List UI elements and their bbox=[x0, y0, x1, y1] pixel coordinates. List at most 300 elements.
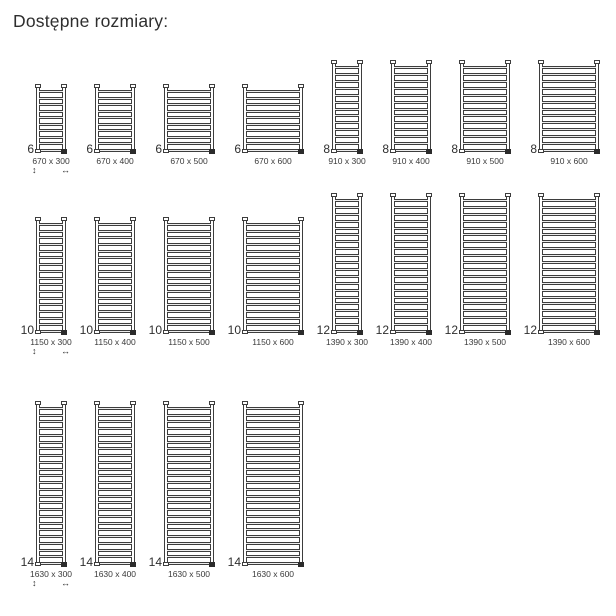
rung bbox=[463, 302, 507, 305]
rung bbox=[542, 73, 596, 76]
top-left-cap bbox=[163, 401, 169, 405]
rung bbox=[39, 263, 63, 266]
rung bbox=[39, 230, 63, 233]
rung bbox=[39, 535, 63, 538]
bottom-right-foot bbox=[130, 562, 136, 567]
rung bbox=[167, 297, 211, 300]
rung bbox=[167, 236, 211, 239]
bottom-left-cap bbox=[242, 149, 248, 153]
bottom-right-foot bbox=[505, 149, 511, 154]
top-left-cap bbox=[390, 193, 396, 197]
rung bbox=[246, 236, 300, 239]
tube-count-label: 8 bbox=[382, 142, 389, 156]
rung bbox=[39, 522, 63, 525]
top-left-cap bbox=[459, 193, 465, 197]
rung bbox=[246, 447, 300, 450]
rung bbox=[98, 454, 132, 457]
rung bbox=[98, 136, 132, 139]
rung bbox=[463, 316, 507, 319]
top-left-cap bbox=[94, 84, 100, 88]
rung bbox=[542, 261, 596, 264]
rung bbox=[246, 250, 300, 253]
rung bbox=[246, 277, 300, 280]
rung bbox=[98, 283, 132, 286]
rung bbox=[542, 108, 596, 111]
rung bbox=[39, 97, 63, 100]
rung bbox=[167, 508, 211, 511]
tube-count-label: 6 bbox=[155, 142, 162, 156]
rung bbox=[542, 233, 596, 236]
rung bbox=[167, 230, 211, 233]
rung bbox=[39, 562, 63, 565]
rung bbox=[335, 254, 359, 257]
rung bbox=[98, 142, 132, 145]
rung bbox=[335, 128, 359, 131]
rung bbox=[167, 263, 211, 266]
rung bbox=[98, 441, 132, 444]
size-label: 910 x 300 bbox=[328, 156, 366, 166]
rung bbox=[39, 501, 63, 504]
rung bbox=[98, 310, 132, 313]
rung bbox=[246, 317, 300, 320]
rung bbox=[39, 317, 63, 320]
rung bbox=[246, 501, 300, 504]
rung bbox=[167, 555, 211, 558]
rung bbox=[542, 101, 596, 104]
rung bbox=[394, 108, 428, 111]
rung bbox=[167, 454, 211, 457]
rung bbox=[39, 427, 63, 430]
rung bbox=[394, 94, 428, 97]
rung bbox=[39, 123, 63, 126]
rung bbox=[335, 101, 359, 104]
top-left-cap bbox=[242, 84, 248, 88]
rung bbox=[167, 277, 211, 280]
rung bbox=[463, 220, 507, 223]
top-right-cap bbox=[130, 217, 136, 221]
rung bbox=[39, 555, 63, 558]
rung bbox=[335, 199, 359, 202]
tube-count-label: 12 bbox=[444, 323, 458, 337]
top-right-cap bbox=[594, 193, 600, 197]
rung bbox=[394, 101, 428, 104]
rung bbox=[39, 283, 63, 286]
rung bbox=[167, 535, 211, 538]
rung bbox=[394, 149, 428, 152]
top-right-cap bbox=[505, 60, 511, 64]
rung bbox=[394, 142, 428, 145]
top-right-cap bbox=[298, 84, 304, 88]
rung bbox=[335, 233, 359, 236]
size-label: 1630 x 400 bbox=[93, 569, 137, 579]
rung bbox=[39, 270, 63, 273]
rung bbox=[463, 206, 507, 209]
size-label: 1630 x 500 bbox=[167, 569, 211, 579]
rung bbox=[39, 323, 63, 326]
top-right-cap bbox=[209, 84, 215, 88]
rung bbox=[98, 317, 132, 320]
top-left-cap bbox=[35, 84, 41, 88]
rung bbox=[335, 289, 359, 292]
rung bbox=[39, 468, 63, 471]
bottom-left-cap bbox=[163, 562, 169, 566]
rung bbox=[246, 110, 300, 113]
rung bbox=[167, 434, 211, 437]
rung bbox=[542, 142, 596, 145]
rung bbox=[98, 407, 132, 410]
rung bbox=[98, 501, 132, 504]
rung bbox=[394, 233, 428, 236]
rung bbox=[335, 309, 359, 312]
rung bbox=[98, 129, 132, 132]
rung bbox=[39, 420, 63, 423]
rung bbox=[39, 103, 63, 106]
rung bbox=[98, 223, 132, 226]
rung bbox=[394, 206, 428, 209]
rung bbox=[394, 254, 428, 257]
bottom-left-cap bbox=[390, 330, 396, 334]
rung bbox=[39, 310, 63, 313]
size-label: 1390 x 300 bbox=[325, 337, 369, 347]
rung bbox=[167, 501, 211, 504]
radiator-1150x300 bbox=[20, 218, 72, 356]
rung bbox=[39, 303, 63, 306]
rung bbox=[463, 247, 507, 250]
radiator-1630x500 bbox=[148, 402, 214, 579]
rung bbox=[335, 268, 359, 271]
rung bbox=[39, 454, 63, 457]
size-label: 1390 x 600 bbox=[547, 337, 591, 347]
rung bbox=[335, 316, 359, 319]
rung bbox=[39, 256, 63, 259]
rung bbox=[335, 275, 359, 278]
bottom-left-cap bbox=[94, 149, 100, 153]
height-arrow-icon: ↕ bbox=[32, 346, 37, 356]
rung bbox=[246, 223, 300, 226]
rung bbox=[246, 522, 300, 525]
rung bbox=[246, 243, 300, 246]
bottom-right-foot bbox=[298, 562, 304, 567]
rung bbox=[463, 268, 507, 271]
rung bbox=[98, 263, 132, 266]
rung bbox=[335, 121, 359, 124]
rung bbox=[246, 528, 300, 531]
radiator-670x400 bbox=[86, 85, 135, 166]
rung bbox=[98, 303, 132, 306]
bottom-right-foot bbox=[61, 562, 67, 567]
rung bbox=[167, 223, 211, 226]
rung bbox=[98, 297, 132, 300]
bottom-right-foot bbox=[209, 562, 215, 567]
bottom-left-cap bbox=[163, 149, 169, 153]
bottom-right-foot bbox=[209, 330, 215, 335]
rung bbox=[39, 434, 63, 437]
rung bbox=[98, 522, 132, 525]
rung bbox=[542, 149, 596, 152]
height-arrow-icon: ↕ bbox=[32, 578, 37, 588]
rung bbox=[167, 110, 211, 113]
top-right-cap bbox=[357, 193, 363, 197]
rung bbox=[167, 441, 211, 444]
rung bbox=[39, 290, 63, 293]
tube-count-label: 12 bbox=[316, 323, 330, 337]
top-right-cap bbox=[130, 84, 136, 88]
rung bbox=[463, 296, 507, 299]
rung bbox=[39, 223, 63, 226]
size-label: 670 x 300 bbox=[32, 156, 70, 166]
rung bbox=[246, 256, 300, 259]
rung bbox=[98, 97, 132, 100]
tube-count-label: 14 bbox=[148, 555, 162, 569]
top-left-cap bbox=[163, 84, 169, 88]
rung bbox=[335, 247, 359, 250]
top-left-cap bbox=[163, 217, 169, 221]
rung bbox=[246, 542, 300, 545]
rung bbox=[394, 240, 428, 243]
rung bbox=[463, 87, 507, 90]
rung bbox=[98, 243, 132, 246]
rung bbox=[167, 528, 211, 531]
rung bbox=[98, 323, 132, 326]
rung bbox=[39, 277, 63, 280]
rung bbox=[39, 488, 63, 491]
bottom-left-cap bbox=[35, 562, 41, 566]
tube-count-label: 14 bbox=[227, 555, 241, 569]
rung bbox=[39, 243, 63, 246]
rung bbox=[335, 114, 359, 117]
rung bbox=[167, 243, 211, 246]
rung bbox=[167, 522, 211, 525]
rung bbox=[394, 296, 428, 299]
tube-count-label: 14 bbox=[20, 555, 34, 569]
size-label: 1630 x 300 bbox=[29, 569, 73, 579]
rung bbox=[167, 270, 211, 273]
rung bbox=[542, 275, 596, 278]
rung bbox=[98, 90, 132, 93]
rung bbox=[542, 114, 596, 117]
radiator-670x600 bbox=[234, 85, 303, 166]
top-right-cap bbox=[209, 217, 215, 221]
rung bbox=[394, 323, 428, 326]
size-label: 670 x 600 bbox=[254, 156, 292, 166]
top-left-cap bbox=[538, 193, 544, 197]
top-right-cap bbox=[357, 60, 363, 64]
rung bbox=[98, 461, 132, 464]
rung bbox=[542, 227, 596, 230]
rung bbox=[167, 323, 211, 326]
rung bbox=[463, 80, 507, 83]
rung bbox=[167, 420, 211, 423]
rung bbox=[463, 330, 507, 333]
rung bbox=[463, 142, 507, 145]
top-left-cap bbox=[331, 193, 337, 197]
size-label: 1390 x 400 bbox=[389, 337, 433, 347]
rung bbox=[463, 108, 507, 111]
tube-count-label: 8 bbox=[323, 142, 330, 156]
rung bbox=[167, 481, 211, 484]
rung bbox=[394, 199, 428, 202]
rung bbox=[246, 420, 300, 423]
rung bbox=[335, 261, 359, 264]
top-left-cap bbox=[94, 217, 100, 221]
rung bbox=[246, 230, 300, 233]
radiator-910x400 bbox=[382, 61, 431, 166]
top-left-cap bbox=[242, 401, 248, 405]
rung bbox=[39, 129, 63, 132]
rung bbox=[335, 220, 359, 223]
bottom-left-cap bbox=[331, 330, 337, 334]
radiator-910x600 bbox=[530, 61, 599, 166]
rung bbox=[463, 275, 507, 278]
rung bbox=[98, 330, 132, 333]
rung bbox=[335, 149, 359, 152]
rung bbox=[246, 488, 300, 491]
bottom-left-cap bbox=[538, 330, 544, 334]
rung bbox=[335, 296, 359, 299]
bottom-right-foot bbox=[61, 330, 67, 335]
top-right-cap bbox=[298, 217, 304, 221]
rung bbox=[335, 213, 359, 216]
rung bbox=[463, 114, 507, 117]
rung bbox=[98, 110, 132, 113]
rung bbox=[463, 233, 507, 236]
rung bbox=[246, 303, 300, 306]
size-label: 1150 x 400 bbox=[94, 337, 136, 347]
rung bbox=[542, 220, 596, 223]
rung bbox=[335, 330, 359, 333]
rung bbox=[246, 123, 300, 126]
bottom-left-cap bbox=[163, 330, 169, 334]
rung bbox=[463, 289, 507, 292]
rung bbox=[463, 323, 507, 326]
rung bbox=[246, 454, 300, 457]
rung bbox=[246, 323, 300, 326]
top-left-cap bbox=[35, 217, 41, 221]
rung bbox=[246, 441, 300, 444]
rung bbox=[542, 302, 596, 305]
rung bbox=[542, 247, 596, 250]
bottom-left-cap bbox=[331, 149, 337, 153]
rung bbox=[167, 468, 211, 471]
rung bbox=[98, 468, 132, 471]
rung bbox=[246, 310, 300, 313]
rung bbox=[542, 289, 596, 292]
bottom-left-cap bbox=[538, 149, 544, 153]
rung bbox=[463, 213, 507, 216]
rung bbox=[98, 149, 132, 152]
rung bbox=[167, 330, 211, 333]
rung bbox=[246, 474, 300, 477]
rung bbox=[246, 142, 300, 145]
rung bbox=[542, 282, 596, 285]
rung bbox=[167, 427, 211, 430]
rung bbox=[463, 261, 507, 264]
bottom-left-cap bbox=[242, 562, 248, 566]
rung bbox=[39, 142, 63, 145]
rung bbox=[246, 508, 300, 511]
size-label: 1390 x 500 bbox=[463, 337, 507, 347]
bottom-right-foot bbox=[594, 330, 600, 335]
top-right-cap bbox=[426, 60, 432, 64]
tube-count-label: 8 bbox=[530, 142, 537, 156]
rung bbox=[394, 268, 428, 271]
rung bbox=[542, 206, 596, 209]
rung bbox=[39, 407, 63, 410]
rung bbox=[394, 302, 428, 305]
rung bbox=[463, 73, 507, 76]
rung bbox=[98, 481, 132, 484]
rung bbox=[463, 101, 507, 104]
radiator-1390x400 bbox=[375, 194, 433, 347]
rung bbox=[335, 240, 359, 243]
rung bbox=[463, 254, 507, 257]
bottom-left-cap bbox=[94, 330, 100, 334]
rung bbox=[39, 508, 63, 511]
rung bbox=[39, 330, 63, 333]
rung bbox=[246, 283, 300, 286]
size-label: 910 x 500 bbox=[466, 156, 504, 166]
rung bbox=[167, 142, 211, 145]
rung bbox=[394, 316, 428, 319]
rung bbox=[98, 474, 132, 477]
bottom-left-cap bbox=[94, 562, 100, 566]
rung bbox=[246, 549, 300, 552]
top-left-cap bbox=[331, 60, 337, 64]
rung bbox=[39, 515, 63, 518]
rung bbox=[98, 116, 132, 119]
rung bbox=[98, 256, 132, 259]
tube-count-label: 14 bbox=[79, 555, 93, 569]
rung bbox=[463, 282, 507, 285]
bottom-right-foot bbox=[61, 149, 67, 154]
rung bbox=[98, 414, 132, 417]
size-label: 1630 x 600 bbox=[251, 569, 295, 579]
rung bbox=[542, 66, 596, 69]
dimension-arrows bbox=[32, 347, 70, 356]
top-right-cap bbox=[505, 193, 511, 197]
rung bbox=[542, 213, 596, 216]
rung bbox=[167, 407, 211, 410]
rung bbox=[394, 114, 428, 117]
tube-count-label: 6 bbox=[86, 142, 93, 156]
rung bbox=[246, 149, 300, 152]
rung bbox=[39, 236, 63, 239]
rung bbox=[246, 562, 300, 565]
rung bbox=[98, 535, 132, 538]
bottom-right-foot bbox=[130, 330, 136, 335]
rung bbox=[335, 66, 359, 69]
size-label: 670 x 400 bbox=[96, 156, 134, 166]
rung bbox=[542, 135, 596, 138]
rung bbox=[98, 434, 132, 437]
rung bbox=[463, 66, 507, 69]
top-right-cap bbox=[298, 401, 304, 405]
rung bbox=[335, 323, 359, 326]
bottom-right-foot bbox=[298, 330, 304, 335]
rung bbox=[167, 542, 211, 545]
rung bbox=[98, 549, 132, 552]
rung bbox=[394, 289, 428, 292]
rung bbox=[98, 508, 132, 511]
rung bbox=[335, 227, 359, 230]
rung bbox=[167, 562, 211, 565]
rung bbox=[167, 414, 211, 417]
tube-count-label: 6 bbox=[27, 142, 34, 156]
rung bbox=[394, 330, 428, 333]
bottom-right-foot bbox=[505, 330, 511, 335]
top-right-cap bbox=[209, 401, 215, 405]
radiator-1630x600 bbox=[227, 402, 303, 579]
